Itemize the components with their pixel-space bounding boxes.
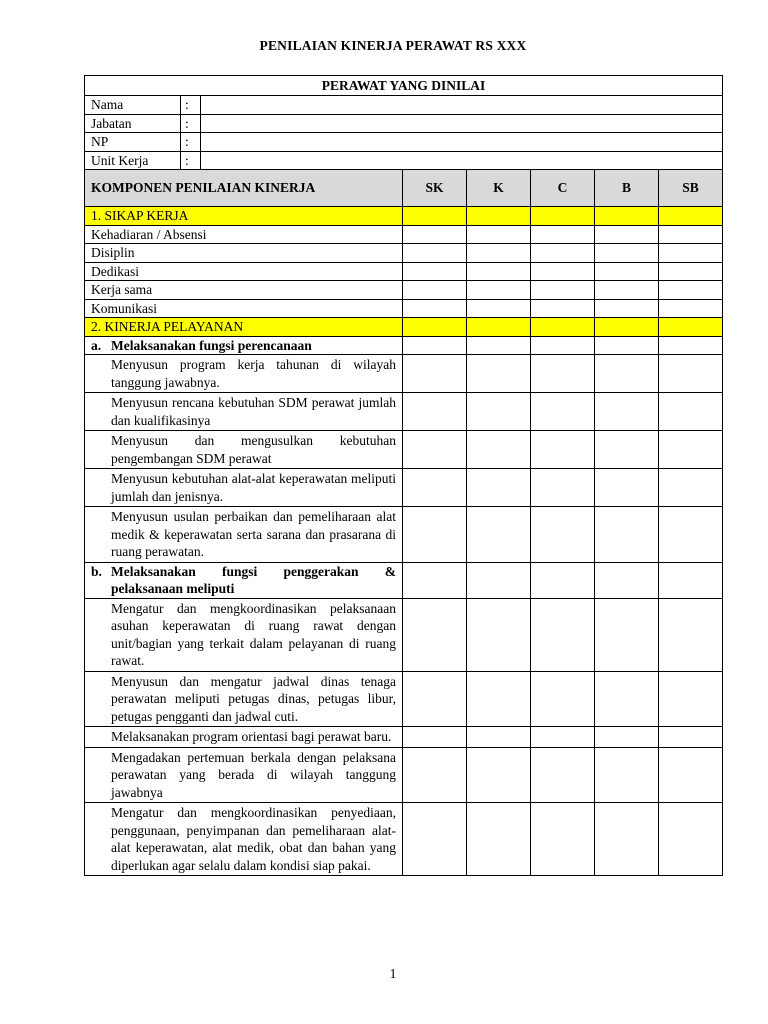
score-cell[interactable] bbox=[403, 299, 467, 318]
criteria-description: Menyusun program kerja tahunan di wilayah tanggung jawabnya. bbox=[85, 355, 403, 393]
identity-row bbox=[85, 114, 723, 133]
criteria-description: Menyusun usulan perbaikan dan pemeliharaan alat medik & keperawatan serta sarana dan prasarana di ruang perawatan. bbox=[85, 507, 403, 563]
criteria-description: Menyusun dan mengusulkan kebutuhan pengembangan SDM perawat bbox=[85, 431, 403, 469]
score-cell[interactable] bbox=[659, 318, 723, 337]
score-column-header: K bbox=[467, 170, 531, 207]
score-cell[interactable] bbox=[659, 598, 723, 671]
identity-label: Jabatan bbox=[85, 114, 181, 133]
score-cell[interactable] bbox=[595, 318, 659, 337]
criteria-row bbox=[85, 299, 723, 318]
score-cell[interactable] bbox=[659, 281, 723, 300]
criteria-row bbox=[85, 355, 723, 393]
score-cell[interactable] bbox=[403, 803, 467, 876]
score-cell[interactable] bbox=[467, 262, 531, 281]
score-cell[interactable] bbox=[467, 225, 531, 244]
score-cell[interactable] bbox=[403, 355, 467, 393]
criteria-label: Komunikasi bbox=[85, 299, 403, 318]
score-cell[interactable] bbox=[531, 747, 595, 803]
score-cell[interactable] bbox=[403, 318, 467, 337]
score-cell[interactable] bbox=[531, 262, 595, 281]
score-cell[interactable] bbox=[531, 507, 595, 563]
score-cell[interactable] bbox=[595, 671, 659, 727]
score-cell[interactable] bbox=[659, 671, 723, 727]
section-row-sikap-kerja bbox=[85, 207, 723, 226]
score-cell[interactable] bbox=[467, 671, 531, 727]
score-cell[interactable] bbox=[595, 469, 659, 507]
identity-value-field[interactable] bbox=[201, 96, 723, 115]
score-cell[interactable] bbox=[595, 281, 659, 300]
subsection-title bbox=[85, 336, 403, 355]
score-cell[interactable] bbox=[531, 281, 595, 300]
subsection-title bbox=[85, 562, 403, 598]
subsection-row-perencanaan bbox=[85, 336, 723, 355]
criteria-row bbox=[85, 262, 723, 281]
score-cell[interactable] bbox=[531, 207, 595, 226]
score-cell[interactable] bbox=[403, 244, 467, 263]
score-cell[interactable] bbox=[659, 262, 723, 281]
identity-row bbox=[85, 151, 723, 170]
score-cell[interactable] bbox=[659, 747, 723, 803]
score-cell[interactable] bbox=[595, 803, 659, 876]
identity-label: Nama bbox=[85, 96, 181, 115]
criteria-label: Dedikasi bbox=[85, 262, 403, 281]
score-cell[interactable] bbox=[659, 469, 723, 507]
score-cell[interactable] bbox=[595, 207, 659, 226]
score-cell[interactable] bbox=[659, 507, 723, 563]
score-cell[interactable] bbox=[467, 244, 531, 263]
score-cell[interactable] bbox=[595, 244, 659, 263]
score-column-header: C bbox=[531, 170, 595, 207]
score-cell[interactable] bbox=[403, 469, 467, 507]
section-title: 2. KINERJA PELAYANAN bbox=[85, 318, 403, 337]
score-cell[interactable] bbox=[659, 299, 723, 318]
score-cell[interactable] bbox=[403, 747, 467, 803]
score-cell[interactable] bbox=[467, 355, 531, 393]
score-cell[interactable] bbox=[595, 598, 659, 671]
score-cell[interactable] bbox=[403, 262, 467, 281]
score-cell[interactable] bbox=[595, 507, 659, 563]
subsection-row-penggerakan bbox=[85, 562, 723, 598]
subsection-letter: a. bbox=[91, 337, 102, 353]
score-column-header: SK bbox=[403, 170, 467, 207]
criteria-row bbox=[85, 727, 723, 748]
criteria-row bbox=[85, 507, 723, 563]
identity-label: Unit Kerja bbox=[85, 151, 181, 170]
score-cell[interactable] bbox=[467, 803, 531, 876]
score-cell[interactable] bbox=[595, 299, 659, 318]
score-cell[interactable] bbox=[403, 225, 467, 244]
criteria-row bbox=[85, 431, 723, 469]
assessment-table bbox=[84, 75, 723, 876]
score-cell[interactable] bbox=[531, 727, 595, 748]
criteria-description: Mengatur dan mengkoordinasikan pelaksanaan asuhan keperawatan di ruang rawat dengan unit/bagian yang terkait dalam pelayanan di ruang rawat. bbox=[85, 598, 403, 671]
assessment-table-wrapper bbox=[84, 75, 722, 876]
page-number: 1 bbox=[389, 966, 397, 981]
score-cell[interactable] bbox=[659, 225, 723, 244]
score-cell[interactable] bbox=[531, 393, 595, 431]
score-cell[interactable] bbox=[531, 671, 595, 727]
criteria-row bbox=[85, 244, 723, 263]
score-cell[interactable] bbox=[403, 336, 467, 355]
score-cell[interactable] bbox=[659, 207, 723, 226]
score-cell[interactable] bbox=[403, 431, 467, 469]
score-cell[interactable] bbox=[467, 281, 531, 300]
score-cell[interactable] bbox=[403, 207, 467, 226]
score-cell[interactable] bbox=[659, 431, 723, 469]
score-cell[interactable] bbox=[659, 355, 723, 393]
score-cell[interactable] bbox=[531, 336, 595, 355]
criteria-description: Mengatur dan mengkoordinasikan penyediaan, penggunaan, penyimpanan dan pemeliharaan alat-alat keperawatan, alat medik, obat dan bahan yang diperlukan agar selalu dalam kondisi siap pakai. bbox=[85, 803, 403, 876]
criteria-row bbox=[85, 393, 723, 431]
identity-row bbox=[85, 133, 723, 152]
criteria-row bbox=[85, 469, 723, 507]
score-cell[interactable] bbox=[467, 507, 531, 563]
criteria-label: Disiplin bbox=[85, 244, 403, 263]
score-cell[interactable] bbox=[595, 225, 659, 244]
criteria-description: Menyusun rencana kebutuhan SDM perawat jumlah dan kualifikasinya bbox=[85, 393, 403, 431]
section-title: 1. SIKAP KERJA bbox=[85, 207, 403, 226]
criteria-description: Melaksanakan program orientasi bagi perawat baru. bbox=[85, 727, 403, 748]
document-title: PENILAIAN KINERJA PERAWAT RS XXX bbox=[259, 38, 527, 53]
criteria-label: Kerja sama bbox=[85, 281, 403, 300]
score-cell[interactable] bbox=[467, 207, 531, 226]
score-cell[interactable] bbox=[403, 281, 467, 300]
criteria-row bbox=[85, 225, 723, 244]
subsection-letter: b. bbox=[91, 563, 102, 579]
score-cell[interactable] bbox=[403, 671, 467, 727]
score-cell[interactable] bbox=[531, 225, 595, 244]
identity-value-field[interactable] bbox=[201, 133, 723, 152]
score-cell[interactable] bbox=[531, 318, 595, 337]
score-cell[interactable] bbox=[467, 318, 531, 337]
score-cell[interactable] bbox=[531, 431, 595, 469]
score-cell[interactable] bbox=[467, 747, 531, 803]
score-cell[interactable] bbox=[403, 507, 467, 563]
criteria-label: Kehadiaran / Absensi bbox=[85, 225, 403, 244]
score-cell[interactable] bbox=[659, 562, 723, 598]
score-cell[interactable] bbox=[531, 469, 595, 507]
score-cell[interactable] bbox=[467, 469, 531, 507]
score-cell[interactable] bbox=[595, 393, 659, 431]
score-cell[interactable] bbox=[531, 244, 595, 263]
score-cell[interactable] bbox=[467, 431, 531, 469]
criteria-row bbox=[85, 803, 723, 876]
identity-value-field[interactable] bbox=[201, 114, 723, 133]
score-cell[interactable] bbox=[403, 393, 467, 431]
criteria-description: Menyusun dan mengatur jadwal dinas tenaga perawatan meliputi petugas dinas, petugas libur, petugas pengganti dan jadwal cuti. bbox=[85, 671, 403, 727]
component-header-row bbox=[85, 170, 723, 207]
subsection-title-text: Melaksanakan fungsi perencanaan bbox=[111, 337, 312, 353]
criteria-row bbox=[85, 281, 723, 300]
section-header-row bbox=[85, 76, 723, 96]
criteria-description: Mengadakan pertemuan berkala dengan pelaksana perawatan yang berada di wilayah tanggung jawabnya bbox=[85, 747, 403, 803]
criteria-description: Menyusun kebutuhan alat-alat keperawatan meliputi jumlah dan jenisnya. bbox=[85, 469, 403, 507]
identity-separator: : bbox=[181, 96, 201, 115]
score-column-header: SB bbox=[659, 170, 723, 207]
score-cell[interactable] bbox=[467, 598, 531, 671]
score-cell[interactable] bbox=[659, 803, 723, 876]
score-cell[interactable] bbox=[467, 336, 531, 355]
score-cell[interactable] bbox=[531, 803, 595, 876]
criteria-row bbox=[85, 747, 723, 803]
score-cell[interactable] bbox=[403, 562, 467, 598]
score-cell[interactable] bbox=[595, 727, 659, 748]
score-cell[interactable] bbox=[595, 431, 659, 469]
criteria-row bbox=[85, 598, 723, 671]
score-cell[interactable] bbox=[467, 393, 531, 431]
score-cell[interactable] bbox=[595, 262, 659, 281]
score-cell[interactable] bbox=[531, 598, 595, 671]
identity-row bbox=[85, 96, 723, 115]
score-cell[interactable] bbox=[531, 562, 595, 598]
score-cell[interactable] bbox=[659, 244, 723, 263]
criteria-row bbox=[85, 671, 723, 727]
component-header: KOMPONEN PENILAIAN KINERJA bbox=[85, 170, 403, 207]
score-cell[interactable] bbox=[595, 562, 659, 598]
score-cell[interactable] bbox=[659, 727, 723, 748]
score-cell[interactable] bbox=[467, 562, 531, 598]
identity-separator: : bbox=[181, 114, 201, 133]
identity-separator: : bbox=[181, 133, 201, 152]
score-cell[interactable] bbox=[531, 355, 595, 393]
score-cell[interactable] bbox=[595, 336, 659, 355]
score-cell[interactable] bbox=[659, 393, 723, 431]
score-cell[interactable] bbox=[467, 299, 531, 318]
score-cell[interactable] bbox=[403, 727, 467, 748]
section-header: PERAWAT YANG DINILAI bbox=[85, 76, 723, 96]
score-cell[interactable] bbox=[595, 747, 659, 803]
identity-value-field[interactable] bbox=[201, 151, 723, 170]
score-cell[interactable] bbox=[403, 598, 467, 671]
score-cell[interactable] bbox=[659, 336, 723, 355]
subsection-title-text: Melaksanakan fungsi penggerakan & pelaksanaan meliputi bbox=[111, 563, 396, 596]
score-column-header: B bbox=[595, 170, 659, 207]
score-cell[interactable] bbox=[467, 727, 531, 748]
score-cell[interactable] bbox=[531, 299, 595, 318]
section-row-kinerja-pelayanan bbox=[85, 318, 723, 337]
score-cell[interactable] bbox=[595, 355, 659, 393]
identity-separator: : bbox=[181, 151, 201, 170]
identity-label: NP bbox=[85, 133, 181, 152]
